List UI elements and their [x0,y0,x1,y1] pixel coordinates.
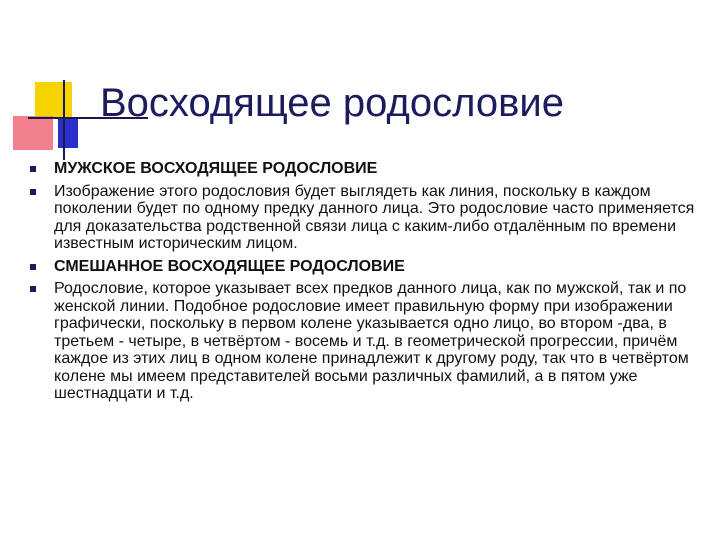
bullet-item [30,183,695,253]
bullet-text-male: Изображение этого родословия будет выглядеть как линия, поскольку в каждом поколении будет по одному предку данного лица. Это родословие часто применяется для доказательства родственной связи лица с каким-либо отдалённым по времени известным историческим лицом. [54,182,695,252]
bullet-list [30,160,695,403]
bullet-item [30,280,695,403]
bullet-marker [30,189,36,195]
bullet-marker [30,166,36,172]
title-ornament-yellow-square [35,82,72,119]
bullet-item [30,258,695,276]
title-ornament-blue-square [58,117,78,148]
bullet-marker [30,286,36,292]
bullet-text-mixed: Родословие, которое указывает всех предков данного лица, как по мужской, так и по женской линии. Подобное родословие имеет правильную форму при изображении графически, поскольку в первом колене указывается одно лицо, во втором -два, в третьем - четыре, в четвёртом - восемь и т.д. в геометрической прогрессии, причём каждое из этих лиц в одном колене принадлежит к другому роду, так что в четвёртом колене мы имеем представителей восьми различных фамилий, а в пятом уже шестнадцати и т.д. [54,280,689,402]
bullet-marker [30,264,36,270]
title-ornament-vertical-line [63,80,65,160]
slide-title: Восходящее родословие [100,81,564,125]
bullet-item [30,160,695,178]
title-ornament-pink-square [13,116,53,150]
bullet-heading-male: МУЖСКОЕ ВОСХОДЯЩЕЕ РОДОСЛОВИЕ [54,160,378,177]
bullet-heading-mixed: СМЕШАННОЕ ВОСХОДЯЩЕЕ РОДОСЛОВИЕ [54,257,405,275]
